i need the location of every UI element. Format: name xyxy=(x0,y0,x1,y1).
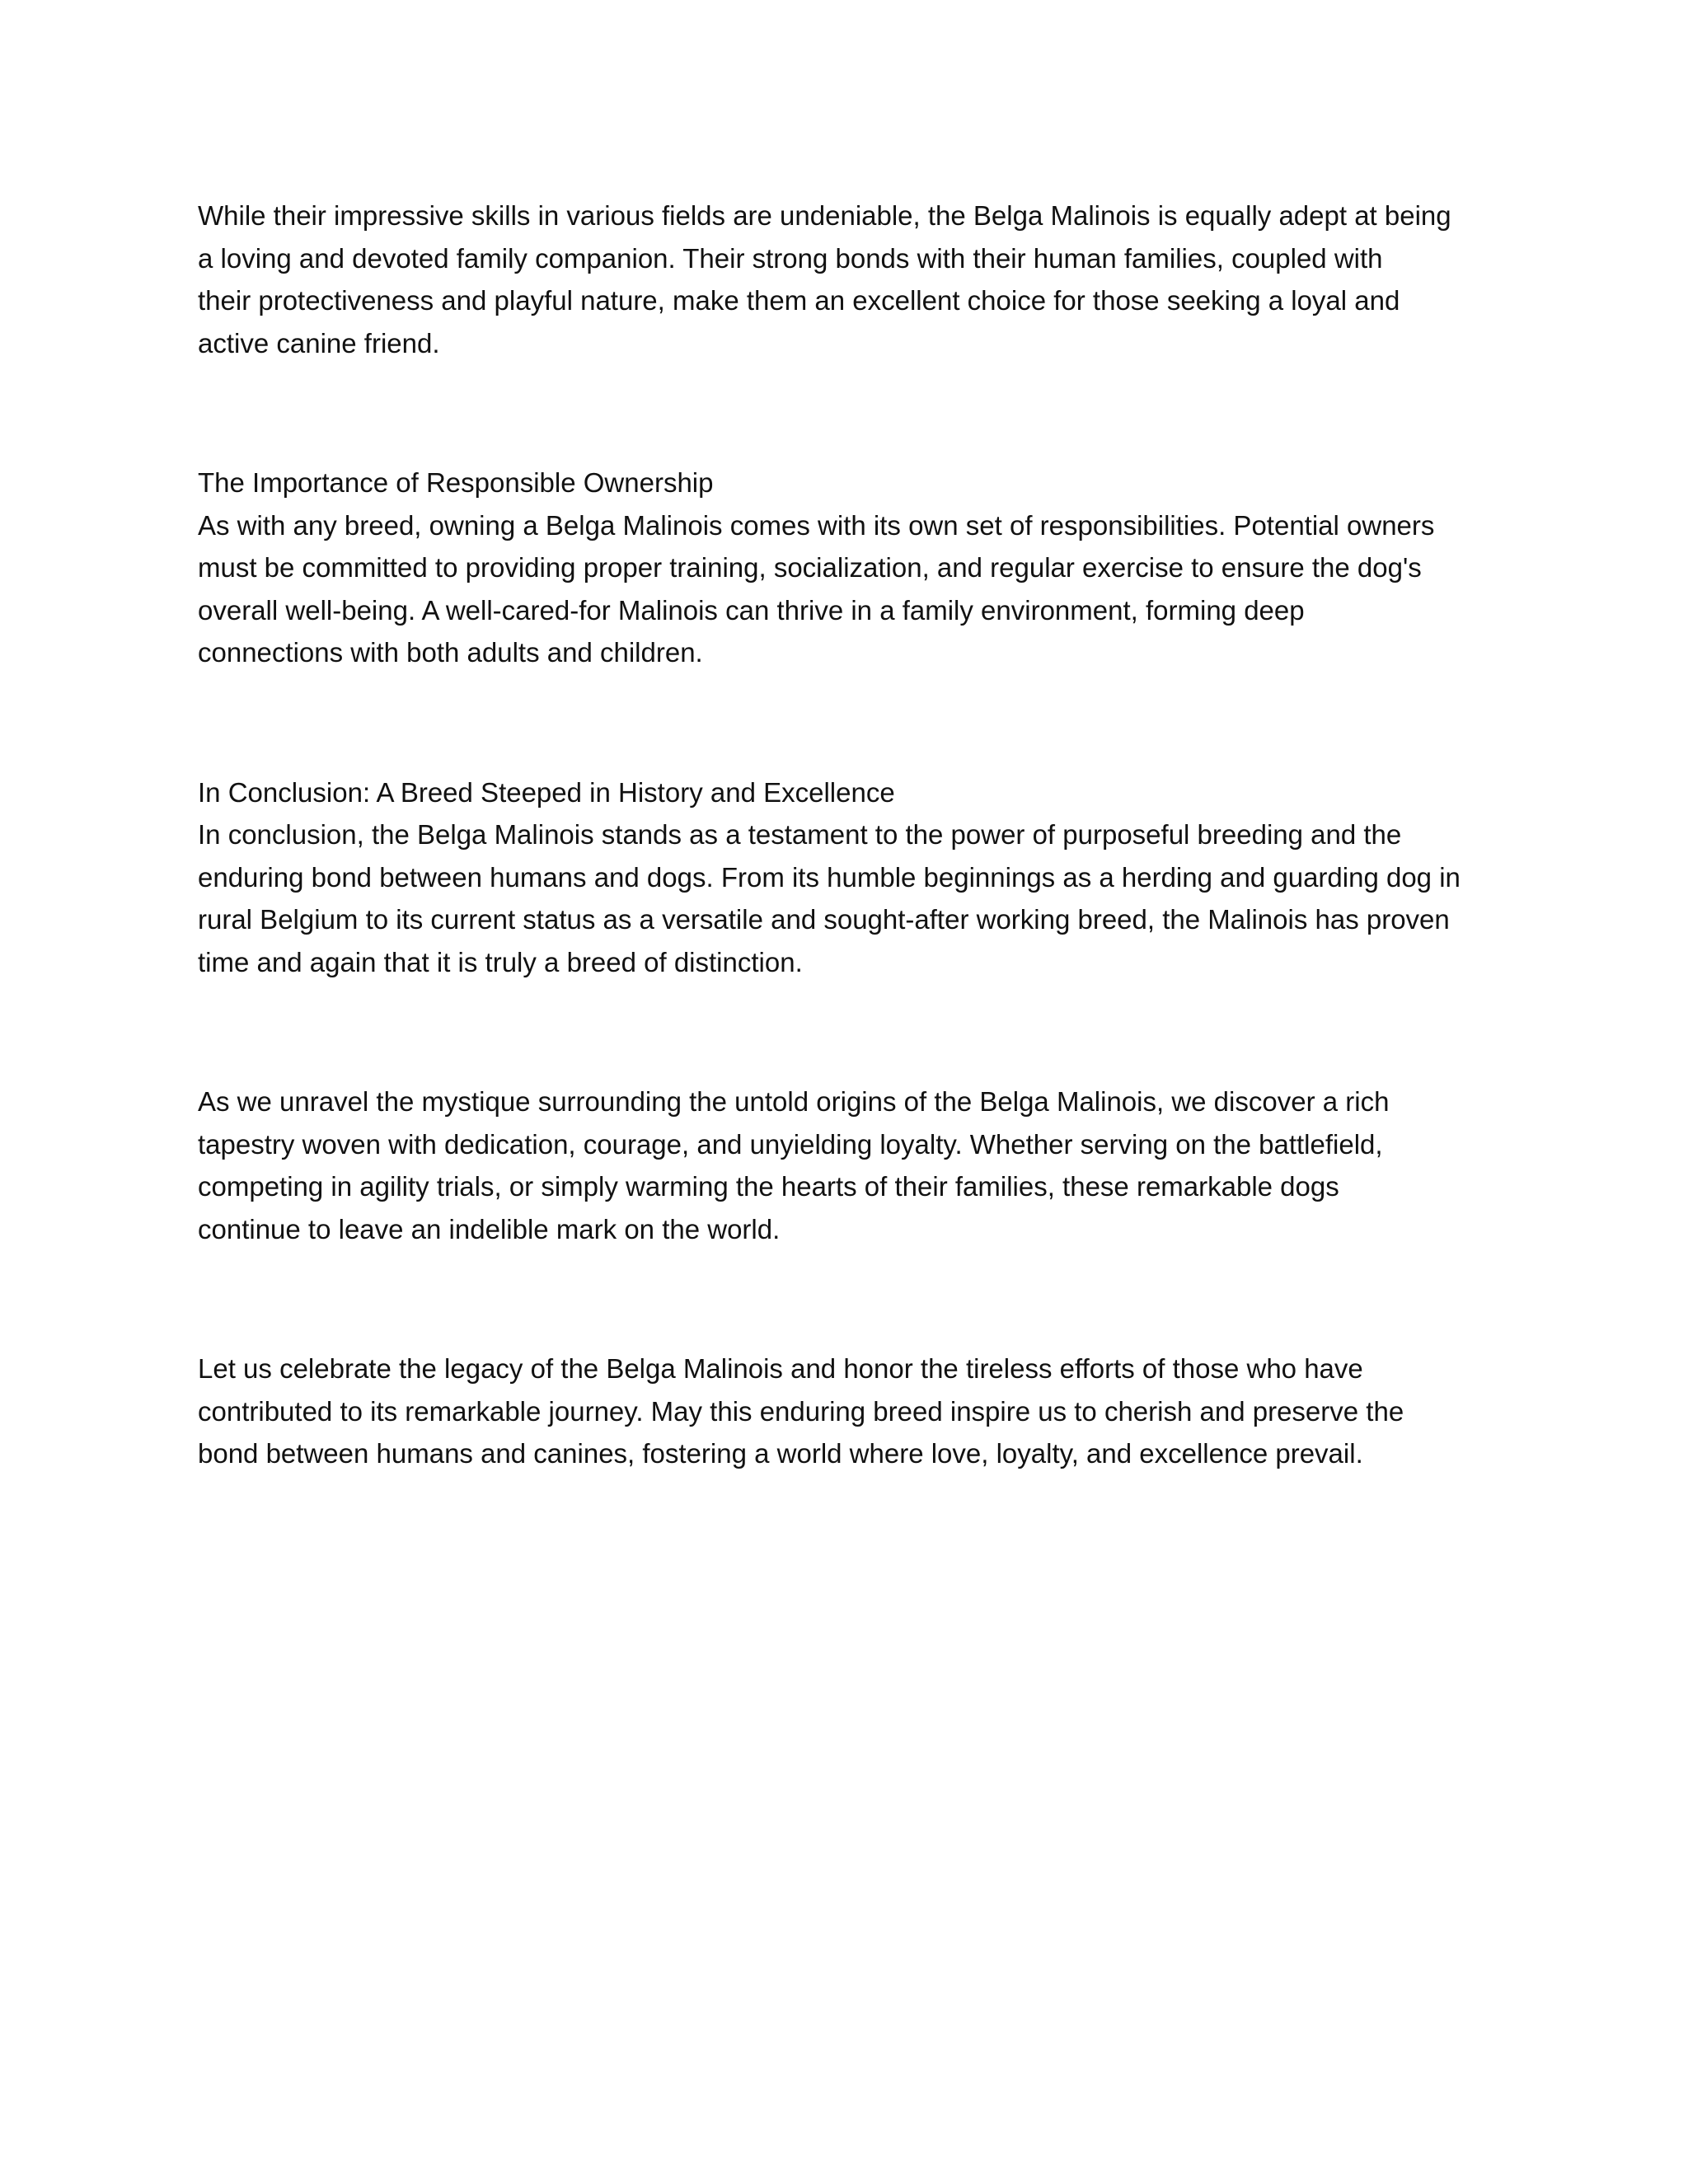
text-line: tapestry woven with dedication, courage, and unyielding loyalty. Whether serving on the battlefield, xyxy=(198,1128,1383,1160)
text-line: their protectiveness and playful nature, make them an excellent choice for those seeking a loyal and xyxy=(198,285,1400,316)
heading-responsible-ownership: The Importance of Responsible Ownership xyxy=(198,467,714,498)
text-line: a loving and devoted family companion. Their strong bonds with their human families, coupled with xyxy=(198,242,1383,274)
text-line: As we unravel the mystique surrounding the untold origins of the Belga Malinois, we discover a rich xyxy=(198,1086,1390,1117)
heading-conclusion: In Conclusion: A Breed Steeped in History and Excellence xyxy=(198,776,895,808)
text-line: As with any breed, owning a Belga Malinois comes with its own set of responsibilities. Potential owners xyxy=(198,509,1435,541)
text-line: overall well-being. A well-cared-for Malinois can thrive in a family environment, forming deep xyxy=(198,594,1305,626)
paragraph-mystique xyxy=(198,1080,1517,1250)
text-line: enduring bond between humans and dogs. From its humble beginnings as a herding and guarding dog in xyxy=(198,861,1461,893)
document-page xyxy=(198,194,1517,1475)
text-line: While their impressive skills in various fields are undeniable, the Belga Malinois is equally adept at being xyxy=(198,200,1451,231)
paragraph-family-companion xyxy=(198,194,1517,364)
text-line: competing in agility trials, or simply warming the hearts of their families, these remarkable dogs xyxy=(198,1171,1339,1202)
text-line: contributed to its remarkable journey. May this enduring breed inspire us to cherish and preserve the xyxy=(198,1395,1404,1427)
text-line: Let us celebrate the legacy of the Belga Malinois and honor the tireless efforts of those who have xyxy=(198,1353,1363,1384)
paragraph-legacy xyxy=(198,1347,1517,1475)
text-line: must be committed to providing proper training, socialization, and regular exercise to ensure the dog's xyxy=(198,552,1422,583)
text-line: In conclusion, the Belga Malinois stands as a testament to the power of purposeful breeding and the xyxy=(198,819,1402,850)
paragraph-responsibilities xyxy=(198,504,1517,674)
text-line: continue to leave an indelible mark on the world. xyxy=(198,1213,781,1244)
paragraph-conclusion xyxy=(198,813,1517,983)
text-line: active canine friend. xyxy=(198,327,440,359)
text-line: rural Belgium to its current status as a versatile and sought-after working breed, the Malinois has proven xyxy=(198,904,1450,935)
text-line: time and again that it is truly a breed of distinction. xyxy=(198,946,803,977)
text-line: bond between humans and canines, fostering a world where love, loyalty, and excellence prevail. xyxy=(198,1438,1363,1469)
text-line: connections with both adults and children. xyxy=(198,637,703,668)
